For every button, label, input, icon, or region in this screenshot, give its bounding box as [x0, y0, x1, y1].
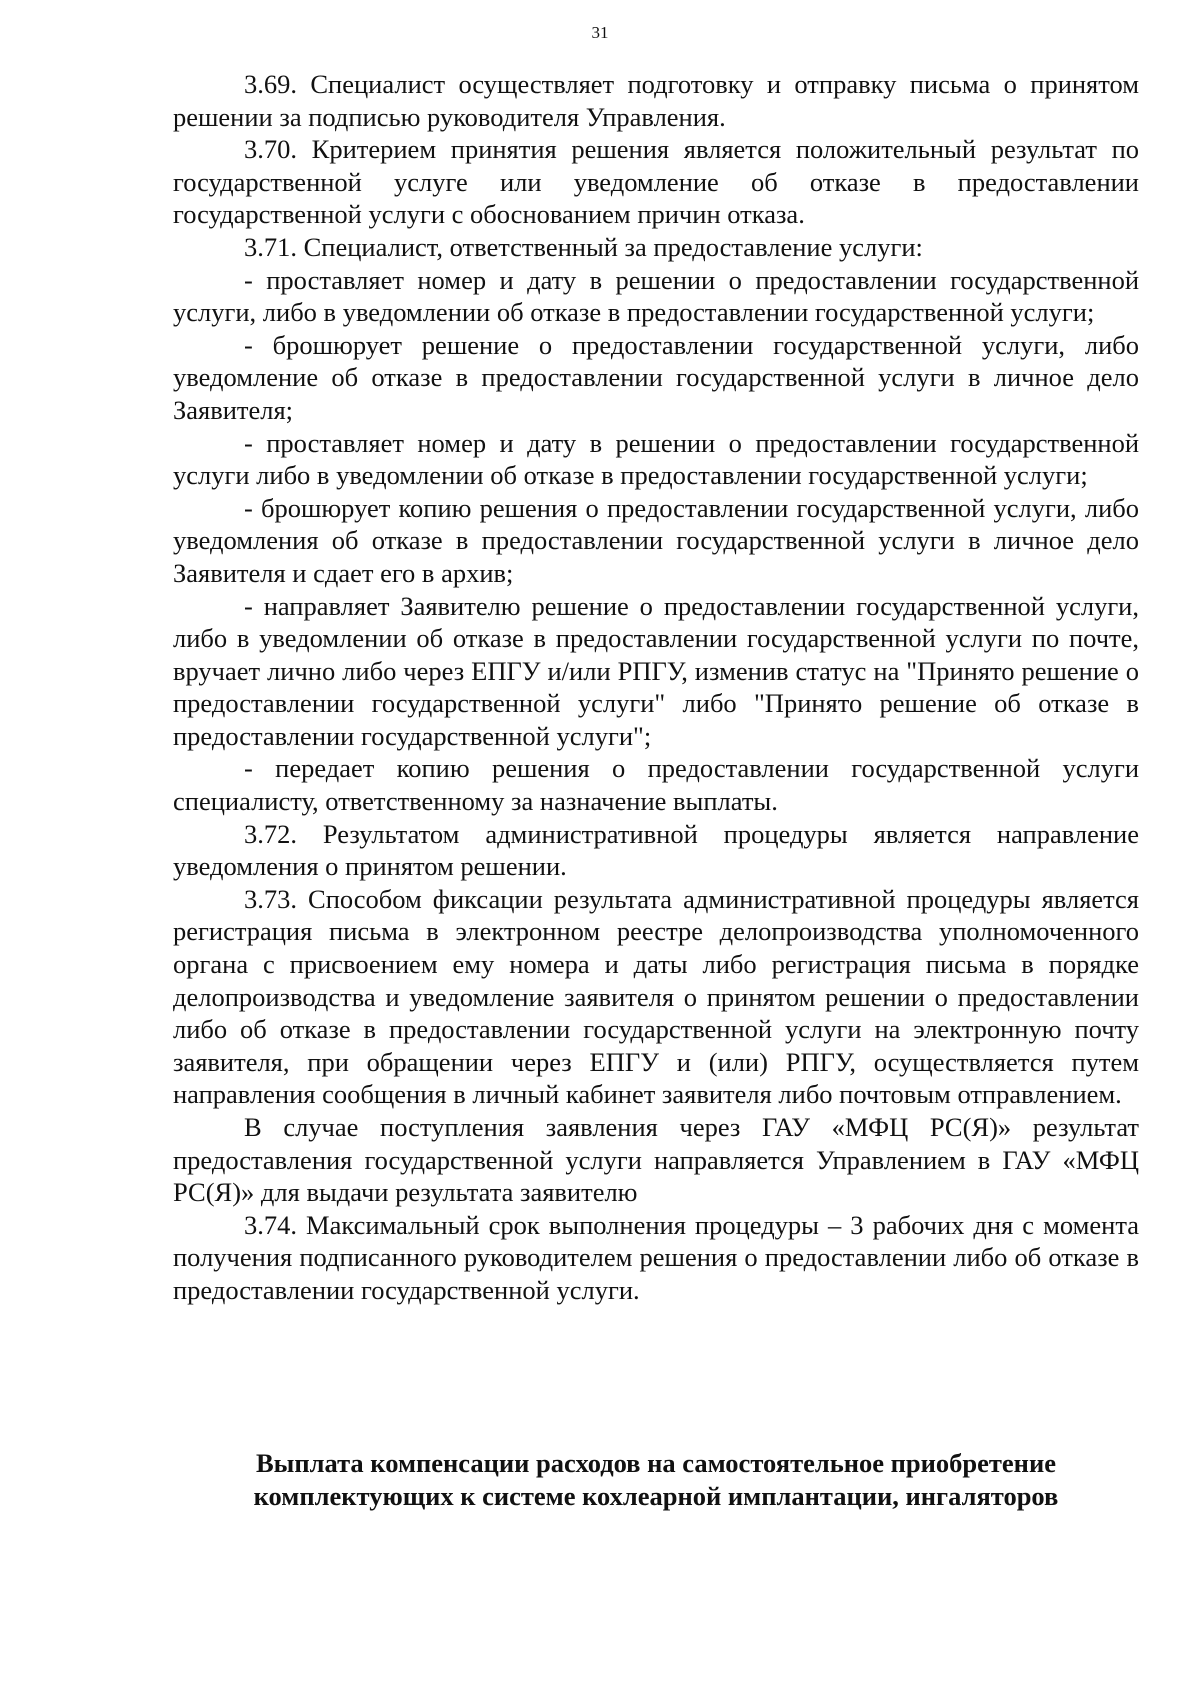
list-item-transfer-copy: - передает копию решения о предоставлении государственной услуги специалисту, ответственному за назначение выплаты.: [173, 753, 1139, 817]
section-heading: [173, 1447, 1139, 1512]
paragraph-3-70: 3.70. Критерием принятия решения является положительный результат по государственной услуге или уведомление об отказе в предоставлении государственной услуги с обоснованием причин отказа.: [173, 134, 1139, 230]
list-item-bind-copy: - брошюрует копию решения о предоставлении государственной услуги, либо уведомления об отказе в предоставлении государственной услуги в личное дело Заявителя и сдает его в архив;: [173, 492, 1139, 588]
list-item-assign-number-2: - проставляет номер и дату в решении о предоставлении государственной услуги либо в уведомлении об отказе в предоставлении государственной услуги;: [173, 427, 1139, 491]
paragraph-3-74: 3.74. Максимальный срок выполнения процедуры – 3 рабочих дня с момента получения подписанного руководителем решения о предоставлении либо об отказе в предоставлении государственной услуги.: [173, 1209, 1139, 1305]
document-body: [173, 68, 1139, 1307]
section-heading-line-2: комплектующих к системе кохлеарной имплантации, ингаляторов: [253, 1480, 1059, 1511]
paragraph-3-73: 3.73. Способом фиксации результата административной процедуры является регистрация письма в электронном реестре делопроизводства уполномоченного органа с присвоением ему номера и даты либо регистрация письма в порядке делопроизводства и уведомление заявителя о принятом решении о предоставлении либо об отказе в предоставлении государственной услуги на электронную почту заявителя, при обращении через ЕПГУ и (или) РПГУ, осуществляется путем направления сообщения в личный кабинет заявителя либо почтовым отправлением.: [173, 883, 1139, 1110]
list-item-assign-number-1: - проставляет номер и дату в решении о предоставлении государственной услуги, либо в уведомлении об отказе в предоставлении государственной услуги;: [173, 264, 1139, 328]
paragraph-3-71: 3.71. Специалист, ответственный за предоставление услуги:: [244, 231, 923, 262]
page-number: 31: [591, 23, 609, 42]
list-item-send-decision: - направляет Заявителю решение о предоставлении государственной услуги, либо в уведомлении об отказе в предоставлении государственной услуги по почте, вручает лично либо через ЕПГУ и/или РПГУ, изменив статус на "Принято решение о предоставлении государственной услуги" либо "Принято решение об отказе в предоставлении государственной услуги";: [173, 590, 1139, 751]
paragraph-mfc: В случае поступления заявления через ГАУ «МФЦ РС(Я)» результат предоставления государственной услуги направляется Управлением в ГАУ «МФЦ РС(Я)» для выдачи результата заявителю: [173, 1112, 1139, 1208]
paragraph-3-72: 3.72. Результатом административной процедуры является направление уведомления о принятом решении.: [173, 818, 1139, 882]
section-heading-line-1: Выплата компенсации расходов на самостоятельное приобретение: [256, 1448, 1056, 1478]
paragraph-3-69: 3.69. Специалист осуществляет подготовку и отправку письма о принятом решении за подписью руководителя Управления.: [173, 69, 1139, 132]
list-item-bind-decision: - брошюрует решение о предоставлении государственной услуги, либо уведомление об отказе в предоставлении государственной услуги в личное дело Заявителя;: [173, 329, 1139, 425]
